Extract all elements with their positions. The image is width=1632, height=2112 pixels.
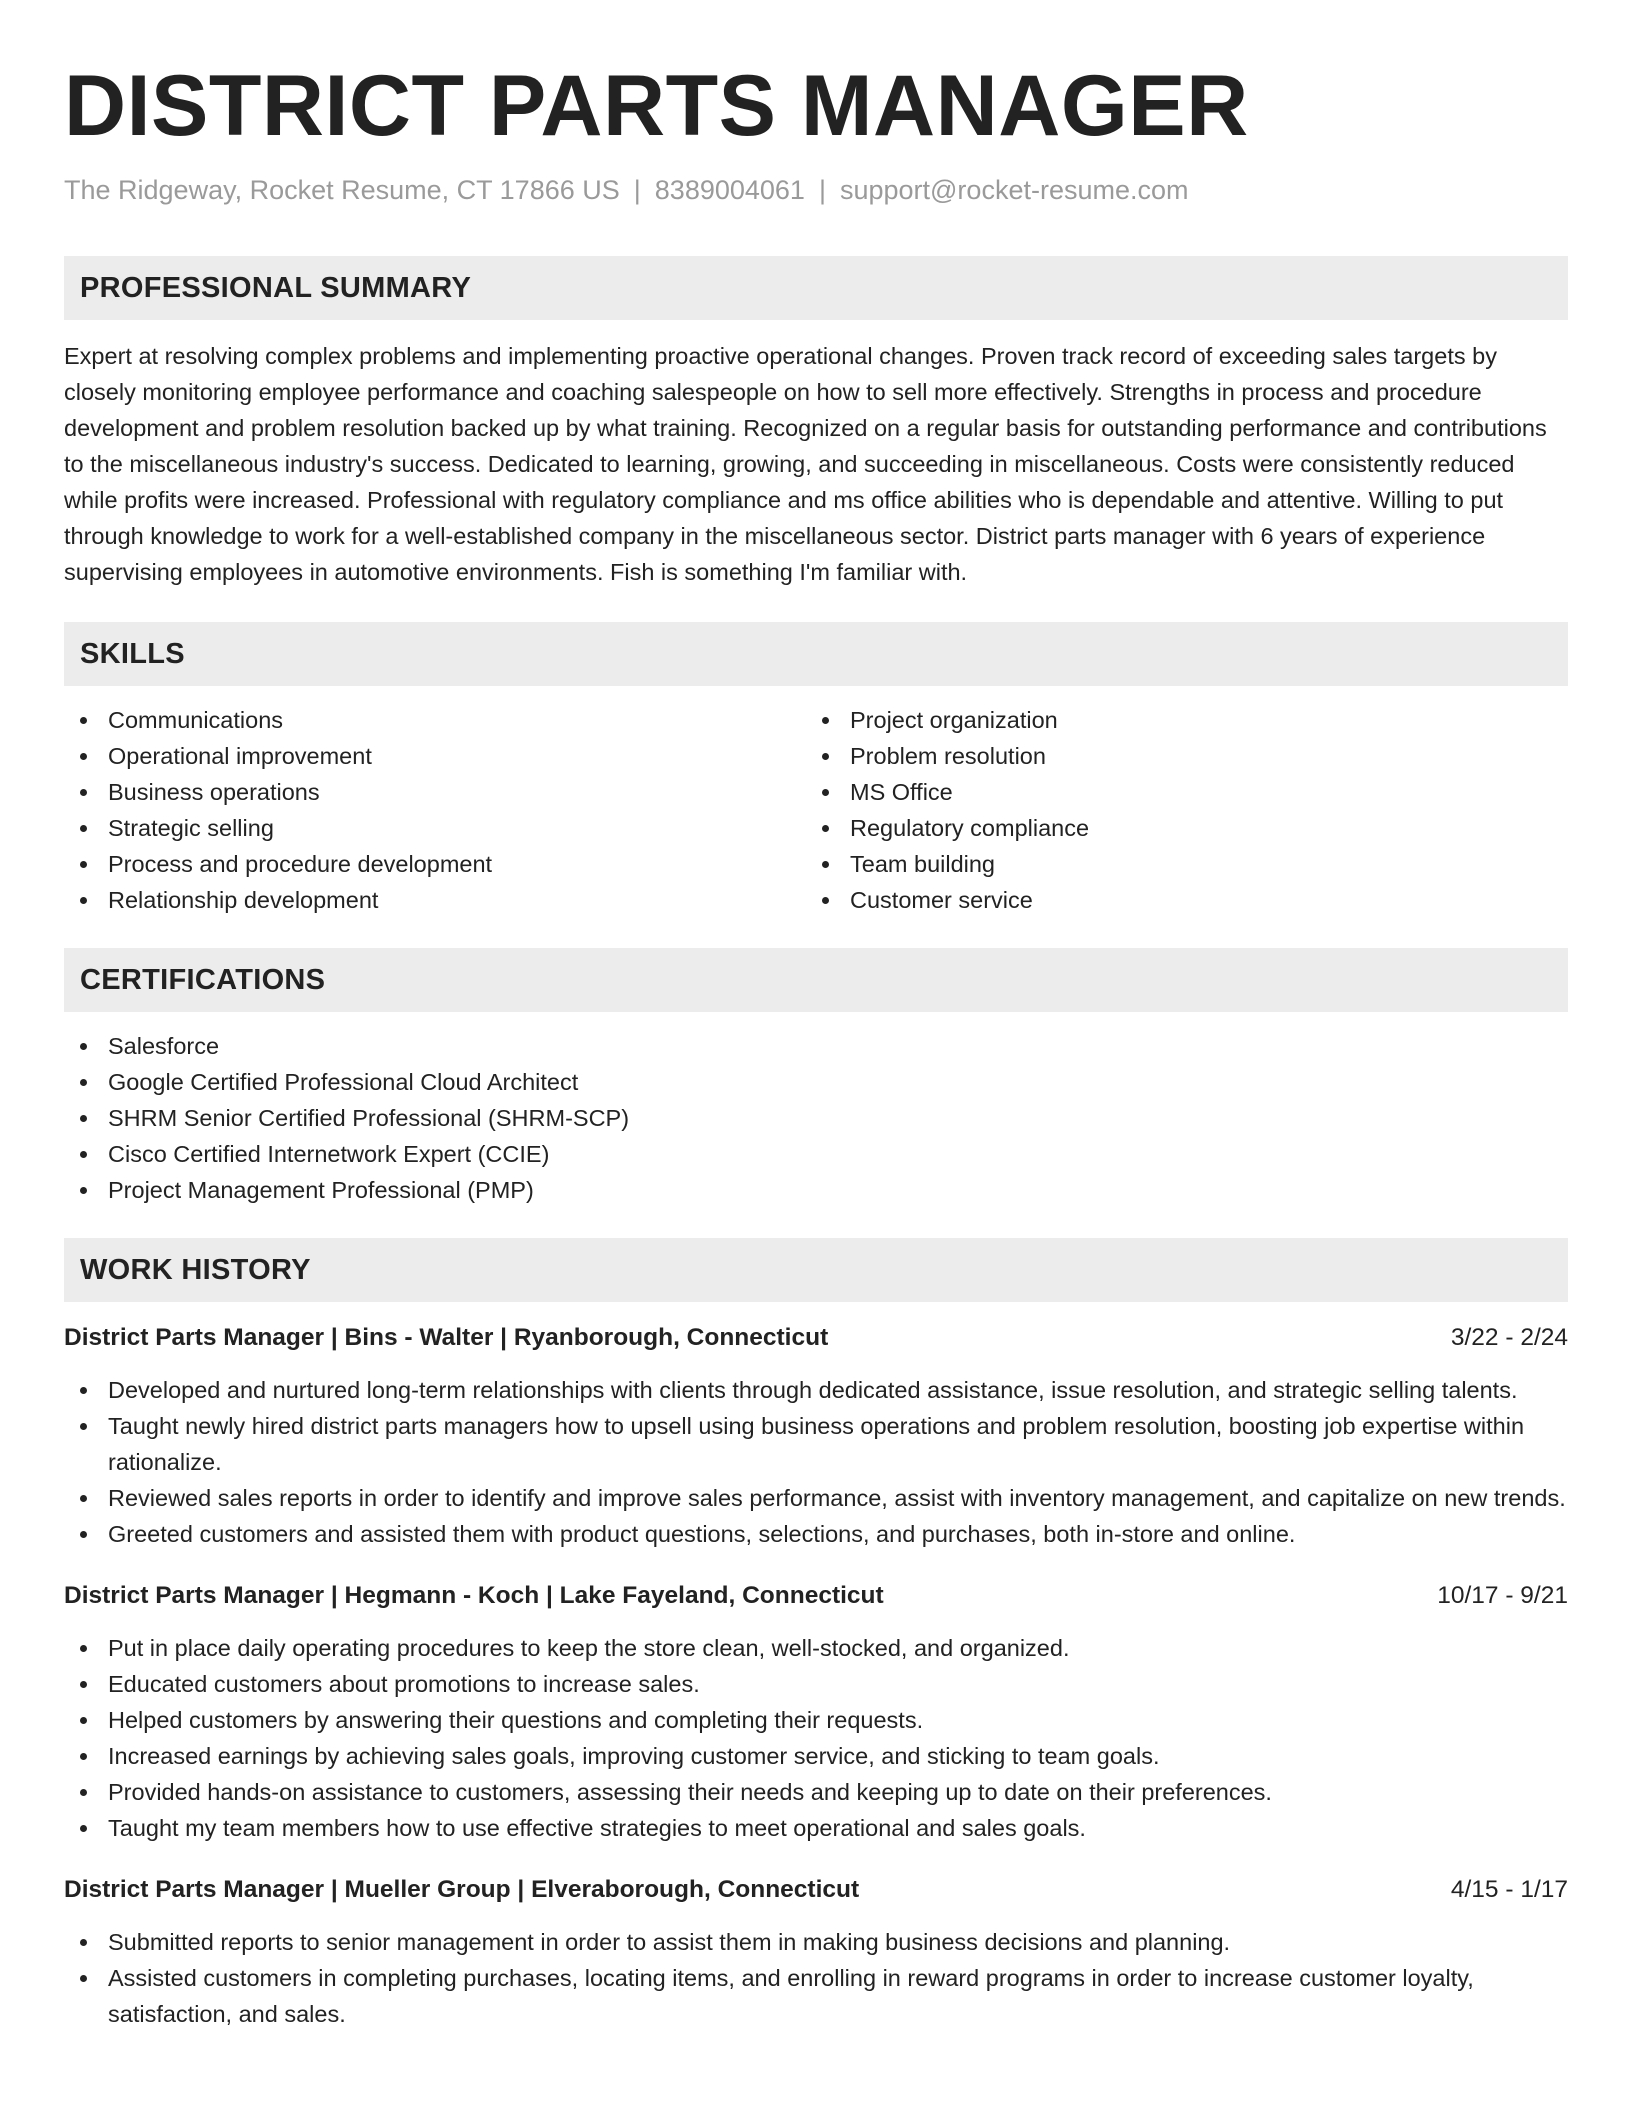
job-bullets — [64, 1924, 1568, 2032]
job-bullet: Submitted reports to senior management in order to assist them in making business decisions and planning. — [64, 1924, 1568, 1960]
certification-item: Project Management Professional (PMP) — [64, 1172, 1568, 1208]
skill-item: Customer service — [806, 882, 1548, 918]
skill-item: Relationship development — [64, 882, 806, 918]
job-bullets — [64, 1372, 1568, 1552]
job-bullet: Helped customers by answering their questions and completing their requests. — [64, 1702, 1568, 1738]
skills-section — [64, 622, 1568, 918]
certification-item: Salesforce — [64, 1028, 1568, 1064]
certifications-list — [64, 1028, 1568, 1208]
job-entry — [64, 1320, 1568, 1552]
skills-columns — [64, 686, 1568, 918]
job-entry — [64, 1872, 1568, 2032]
job-bullet: Put in place daily operating procedures to keep the store clean, well-stocked, and organized. — [64, 1630, 1568, 1666]
section-heading-skills: SKILLS — [64, 622, 1568, 686]
certification-item: Cisco Certified Internetwork Expert (CCIE) — [64, 1136, 1568, 1172]
contact-separator: | — [633, 175, 641, 205]
work-history-section — [64, 1238, 1568, 2032]
job-dates: 10/17 - 9/21 — [1437, 1582, 1568, 1609]
skill-item: Process and procedure development — [64, 846, 806, 882]
skills-list-left — [64, 702, 806, 918]
job-header — [64, 1320, 1568, 1356]
contact-email: support@rocket-resume.com — [839, 175, 1189, 205]
job-bullet: Taught newly hired district parts managers how to upsell using business operations and problem resolution, boosting job expertise within rationalize. — [64, 1408, 1568, 1480]
resume-page — [64, 0, 1568, 2032]
skill-item: Communications — [64, 702, 806, 738]
certification-item: Google Certified Professional Cloud Architect — [64, 1064, 1568, 1100]
job-entry — [64, 1578, 1568, 1846]
job-bullet: Reviewed sales reports in order to identify and improve sales performance, assist with inventory management, and capitalize on new trends. — [64, 1480, 1568, 1516]
job-bullet: Provided hands-on assistance to customers, assessing their needs and keeping up to date on their preferences. — [64, 1774, 1568, 1810]
skill-item: Business operations — [64, 774, 806, 810]
job-bullet: Increased earnings by achieving sales goals, improving customer service, and sticking to team goals. — [64, 1738, 1568, 1774]
skill-item: Team building — [806, 846, 1548, 882]
certification-item: SHRM Senior Certified Professional (SHRM-SCP) — [64, 1100, 1568, 1136]
skill-item: Operational improvement — [64, 738, 806, 774]
job-dates: 4/15 - 1/17 — [1450, 1876, 1568, 1903]
section-heading-work-history: WORK HISTORY — [64, 1238, 1568, 1302]
job-title: District Parts Manager | Hegmann - Koch | Lake Fayeland, Connecticut — [64, 1582, 884, 1609]
job-title: District Parts Manager | Bins - Walter | Ryanborough, Connecticut — [64, 1324, 829, 1351]
job-bullets — [64, 1630, 1568, 1846]
section-heading-certifications: CERTIFICATIONS — [64, 948, 1568, 1012]
section-heading-summary: PROFESSIONAL SUMMARY — [64, 256, 1568, 320]
skill-item: Strategic selling — [64, 810, 806, 846]
job-header — [64, 1578, 1568, 1614]
skill-item: MS Office — [806, 774, 1548, 810]
job-header — [64, 1872, 1568, 1908]
job-bullet: Assisted customers in completing purchases, locating items, and enrolling in reward programs in order to increase customer loyalty, satisfaction, and sales. — [64, 1960, 1568, 2032]
skill-item: Project organization — [806, 702, 1548, 738]
job-title: District Parts Manager | Mueller Group | Elveraborough, Connecticut — [64, 1876, 860, 1903]
contact-address: The Ridgeway, Rocket Resume, CT 17866 US — [64, 175, 620, 205]
contact-separator: | — [818, 175, 826, 205]
contact-line — [64, 174, 1568, 206]
job-dates: 3/22 - 2/24 — [1450, 1324, 1568, 1351]
resume-name: DISTRICT PARTS MANAGER — [64, 58, 1249, 154]
skill-item: Problem resolution — [806, 738, 1548, 774]
skills-list-right — [806, 702, 1548, 918]
job-bullet: Greeted customers and assisted them with product questions, selections, and purchases, both in-store and online. — [64, 1516, 1568, 1552]
job-bullet: Taught my team members how to use effective strategies to meet operational and sales goals. — [64, 1810, 1568, 1846]
certifications-section — [64, 948, 1568, 1208]
summary-text: Expert at resolving complex problems and implementing proactive operational changes. Proven track record of exceeding sales targets by closely monitoring employee performance and coaching salespeople on how to sell more effectively. Strengths in process and procedure development and problem resolution backed up by what training. Recognized on a regular basis for outstanding performance and contributions to the miscellaneous industry's success. Dedicated to learning, growing, and succeeding in miscellaneous. Costs were consistently reduced while profits were increased. Professional with regulatory compliance and ms office abilities who is dependable and attentive. Willing to put through knowledge to work for a well-established company in the miscellaneous sector. District parts manager with 6 years of experience supervising employees in automotive environments. Fish is something I'm familiar with. — [64, 343, 1547, 585]
job-bullet: Educated customers about promotions to increase sales. — [64, 1666, 1568, 1702]
job-bullet: Developed and nurtured long-term relationships with clients through dedicated assistance, issue resolution, and strategic selling talents. — [64, 1372, 1568, 1408]
professional-summary-section — [64, 256, 1568, 590]
skill-item: Regulatory compliance — [806, 810, 1548, 846]
contact-phone: 8389004061 — [654, 175, 805, 205]
